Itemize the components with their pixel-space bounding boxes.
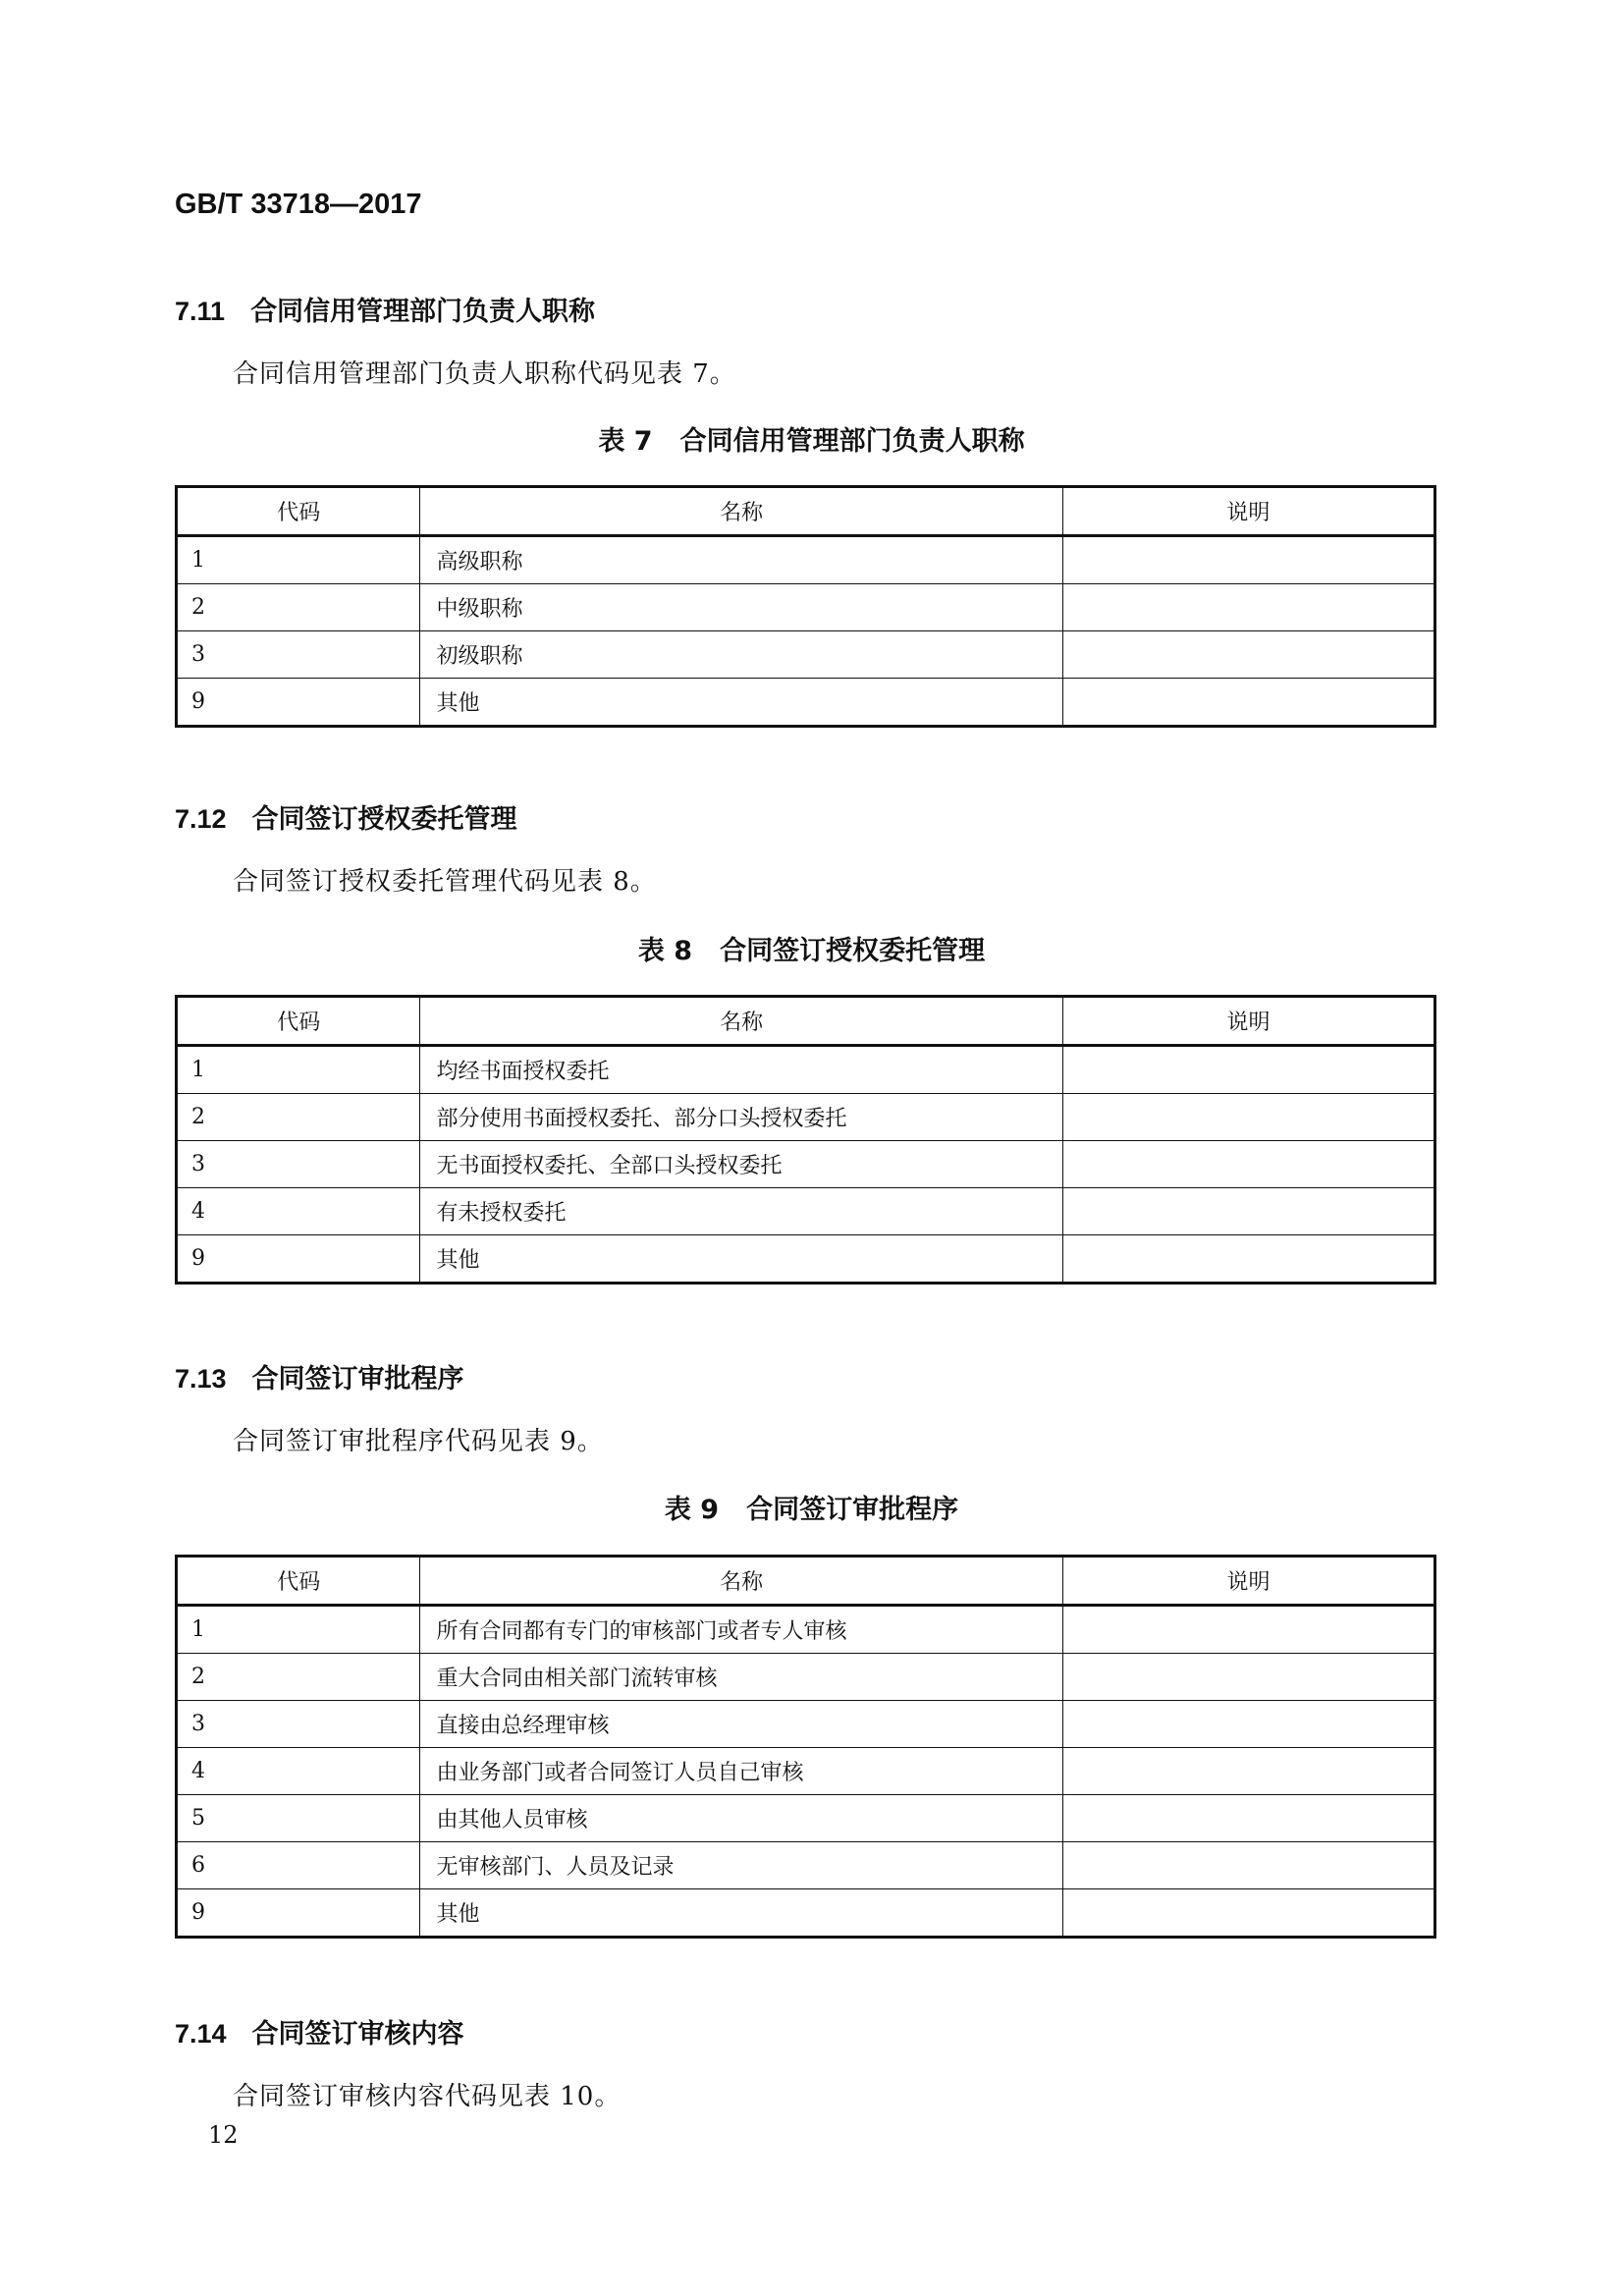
cell-note [1062, 536, 1434, 584]
section-number: 7.14 [175, 2019, 227, 2049]
section-heading-7-11 [175, 290, 595, 328]
section-number: 7.11 [175, 297, 226, 326]
table-row [177, 1141, 1435, 1188]
column-header-note: 说明 [1062, 997, 1434, 1046]
cell-note [1062, 1701, 1434, 1748]
cell-name: 其他 [420, 1889, 1062, 1938]
cell-note [1062, 1141, 1434, 1188]
table-header-row [177, 997, 1435, 1046]
column-header-code: 代码 [177, 997, 420, 1046]
table-row [177, 1889, 1435, 1938]
table-row [177, 1188, 1435, 1235]
table-caption-8 [0, 929, 1623, 967]
section-number: 7.12 [175, 804, 227, 834]
table-header-row [177, 1557, 1435, 1606]
cell-name: 高级职称 [420, 536, 1062, 584]
cell-code: 4 [177, 1188, 420, 1235]
section-intro-7-12: 合同签订授权委托管理代码见表 8。 [233, 867, 657, 897]
table-row [177, 631, 1435, 679]
standard-code: GB/T 33718—2017 [175, 189, 422, 220]
code-table-7 [175, 485, 1436, 728]
cell-note [1062, 1606, 1434, 1654]
table-row [177, 1606, 1435, 1654]
section-heading-7-12 [175, 797, 517, 836]
cell-name: 由其他人员审核 [420, 1795, 1062, 1842]
table-row [177, 536, 1435, 584]
table-caption-text: 合同签订审批程序 [746, 1495, 959, 1525]
table-row [177, 1701, 1435, 1748]
cell-code: 1 [177, 536, 420, 584]
table-header-row [177, 487, 1435, 536]
cell-note [1062, 1748, 1434, 1795]
cell-code: 2 [177, 1654, 420, 1701]
column-header-name: 名称 [420, 1557, 1062, 1606]
page-number: 12 [208, 2121, 239, 2149]
column-header-name: 名称 [420, 487, 1062, 536]
cell-name: 均经书面授权委托 [420, 1046, 1062, 1094]
cell-name: 有未授权委托 [420, 1188, 1062, 1235]
cell-name: 无书面授权委托、全部口头授权委托 [420, 1141, 1062, 1188]
cell-name: 初级职称 [420, 631, 1062, 679]
cell-code: 1 [177, 1606, 420, 1654]
section-heading-7-14 [175, 2012, 464, 2050]
section-heading-7-13 [175, 1357, 464, 1395]
code-table-9 [175, 1555, 1436, 1939]
column-header-note: 说明 [1062, 487, 1434, 536]
table-row [177, 1748, 1435, 1795]
section-intro-7-11: 合同信用管理部门负责人职称代码见表 7。 [233, 359, 736, 389]
cell-note [1062, 1188, 1434, 1235]
table-caption-7 [0, 419, 1623, 458]
cell-code: 9 [177, 1235, 420, 1284]
cell-name: 其他 [420, 679, 1062, 727]
cell-name: 中级职称 [420, 584, 1062, 631]
cell-note [1062, 1094, 1434, 1141]
table-row [177, 1842, 1435, 1889]
cell-name: 直接由总经理审核 [420, 1701, 1062, 1748]
cell-code: 9 [177, 679, 420, 727]
table-row [177, 584, 1435, 631]
column-header-code: 代码 [177, 1557, 420, 1606]
cell-code: 2 [177, 1094, 420, 1141]
table-row [177, 1046, 1435, 1094]
cell-note [1062, 1654, 1434, 1701]
section-title: 合同签订审批程序 [251, 1364, 464, 1394]
section-number: 7.13 [175, 1364, 227, 1394]
cell-code: 3 [177, 631, 420, 679]
cell-note [1062, 1842, 1434, 1889]
table-row [177, 1235, 1435, 1284]
table-label: 表 7 [598, 426, 653, 457]
column-header-name: 名称 [420, 997, 1062, 1046]
table-row [177, 1654, 1435, 1701]
section-title: 合同签订审核内容 [251, 2019, 464, 2050]
table-caption-text: 合同信用管理部门负责人职称 [679, 426, 1025, 457]
cell-name: 部分使用书面授权委托、部分口头授权委托 [420, 1094, 1062, 1141]
cell-code: 4 [177, 1748, 420, 1795]
section-intro-7-13: 合同签订审批程序代码见表 9。 [233, 1427, 604, 1456]
cell-code: 9 [177, 1889, 420, 1938]
cell-code: 3 [177, 1141, 420, 1188]
cell-note [1062, 1889, 1434, 1938]
column-header-note: 说明 [1062, 1557, 1434, 1606]
table-caption-9 [0, 1488, 1623, 1526]
table-label: 表 9 [664, 1495, 720, 1525]
cell-note [1062, 1795, 1434, 1842]
cell-name: 重大合同由相关部门流转审核 [420, 1654, 1062, 1701]
cell-code: 6 [177, 1842, 420, 1889]
cell-code: 2 [177, 584, 420, 631]
cell-note [1062, 584, 1434, 631]
cell-note [1062, 1046, 1434, 1094]
code-table-8 [175, 995, 1436, 1285]
table-row [177, 1094, 1435, 1141]
cell-code: 3 [177, 1701, 420, 1748]
cell-name: 由业务部门或者合同签订人员自己审核 [420, 1748, 1062, 1795]
cell-name: 所有合同都有专门的审核部门或者专人审核 [420, 1606, 1062, 1654]
cell-note [1062, 1235, 1434, 1284]
cell-code: 1 [177, 1046, 420, 1094]
column-header-code: 代码 [177, 487, 420, 536]
cell-name: 无审核部门、人员及记录 [420, 1842, 1062, 1889]
cell-note [1062, 631, 1434, 679]
table-row [177, 1795, 1435, 1842]
cell-note [1062, 679, 1434, 727]
cell-code: 5 [177, 1795, 420, 1842]
section-intro-7-14: 合同签订审核内容代码见表 10。 [233, 2082, 622, 2111]
table-caption-text: 合同签订授权委托管理 [720, 936, 986, 966]
table-row [177, 679, 1435, 727]
section-title: 合同信用管理部门负责人职称 [250, 297, 596, 327]
section-title: 合同签订授权委托管理 [251, 804, 517, 835]
cell-name: 其他 [420, 1235, 1062, 1284]
table-label: 表 8 [637, 936, 693, 966]
